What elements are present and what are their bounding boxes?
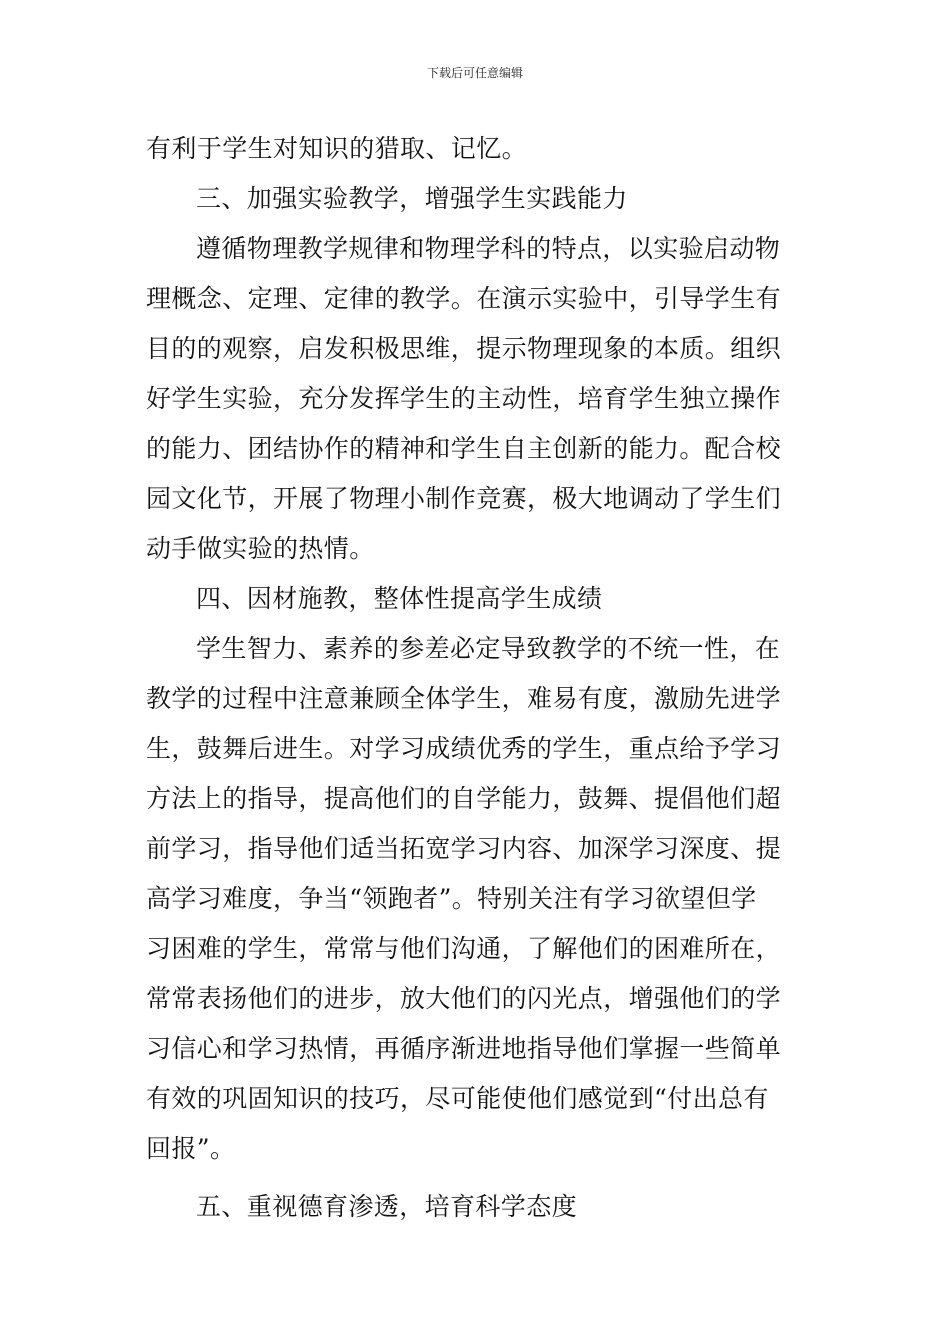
paragraph-line: 方法上的指导，提高他们的自学能力，鼓舞、提倡他们超 — [146, 784, 782, 813]
section-heading-4: 四、因材施教，整体性提高学生成绩 — [196, 584, 603, 613]
paragraph-line: 有效的巩固知识的技巧，尽可能使他们感觉到“付出总有 — [146, 1084, 769, 1113]
paragraph-line: 好学生实验，充分发挥学生的主动性，培育学生独立操作 — [146, 384, 782, 413]
paragraph-line: 有利于学生对知识的猎取、记忆。 — [146, 134, 528, 163]
page-header: 下载后可任意编辑 — [426, 66, 523, 80]
paragraph-line: 高学习难度，争当“领跑者”。特别关注有学习欲望但学 — [146, 884, 757, 913]
paragraph-line: 遵循物理教学规律和物理学科的特点，以实验启动物 — [196, 234, 781, 263]
paragraph-line: 目的的观察，启发积极思维，提示物理现象的本质。组织 — [146, 334, 782, 363]
spacer — [146, 1174, 810, 1182]
paragraph-line: 理概念、定理、定律的教学。在演示实验中，引导学生有 — [146, 284, 782, 313]
paragraph-line: 常常表扬他们的进步，放大他们的闪光点，增强他们的学 — [146, 984, 782, 1013]
paragraph-line: 习困难的学生，常常与他们沟通，了解他们的困难所在， — [146, 934, 782, 963]
paragraph-line: 回报”。 — [146, 1134, 236, 1163]
section-heading-5: 五、重视德育渗透，培育科学态度 — [196, 1192, 578, 1221]
paragraph-line: 动手做实验的热情。 — [146, 534, 375, 563]
paragraph-line: 学生智力、素养的参差必定导致教学的不统一性，在 — [196, 634, 781, 663]
document-body — [146, 124, 810, 1232]
paragraph-line: 教学的过程中注意兼顾全体学生，难易有度，激励先进学 — [146, 684, 782, 713]
section-heading-3: 三、加强实验教学，增强学生实践能力 — [196, 184, 628, 213]
paragraph-line: 前学习，指导他们适当拓宽学习内容、加深学习深度、提 — [146, 834, 782, 863]
paragraph-line: 园文化节，开展了物理小制作竞赛，极大地调动了学生们 — [146, 484, 782, 513]
paragraph-line: 生，鼓舞后进生。对学习成绩优秀的学生，重点给予学习 — [146, 734, 782, 763]
paragraph-line: 习信心和学习热情，再循序渐进地指导他们掌握一些简单 — [146, 1034, 782, 1063]
paragraph-line: 的能力、团结协作的精神和学生自主创新的能力。配合校 — [146, 434, 782, 463]
